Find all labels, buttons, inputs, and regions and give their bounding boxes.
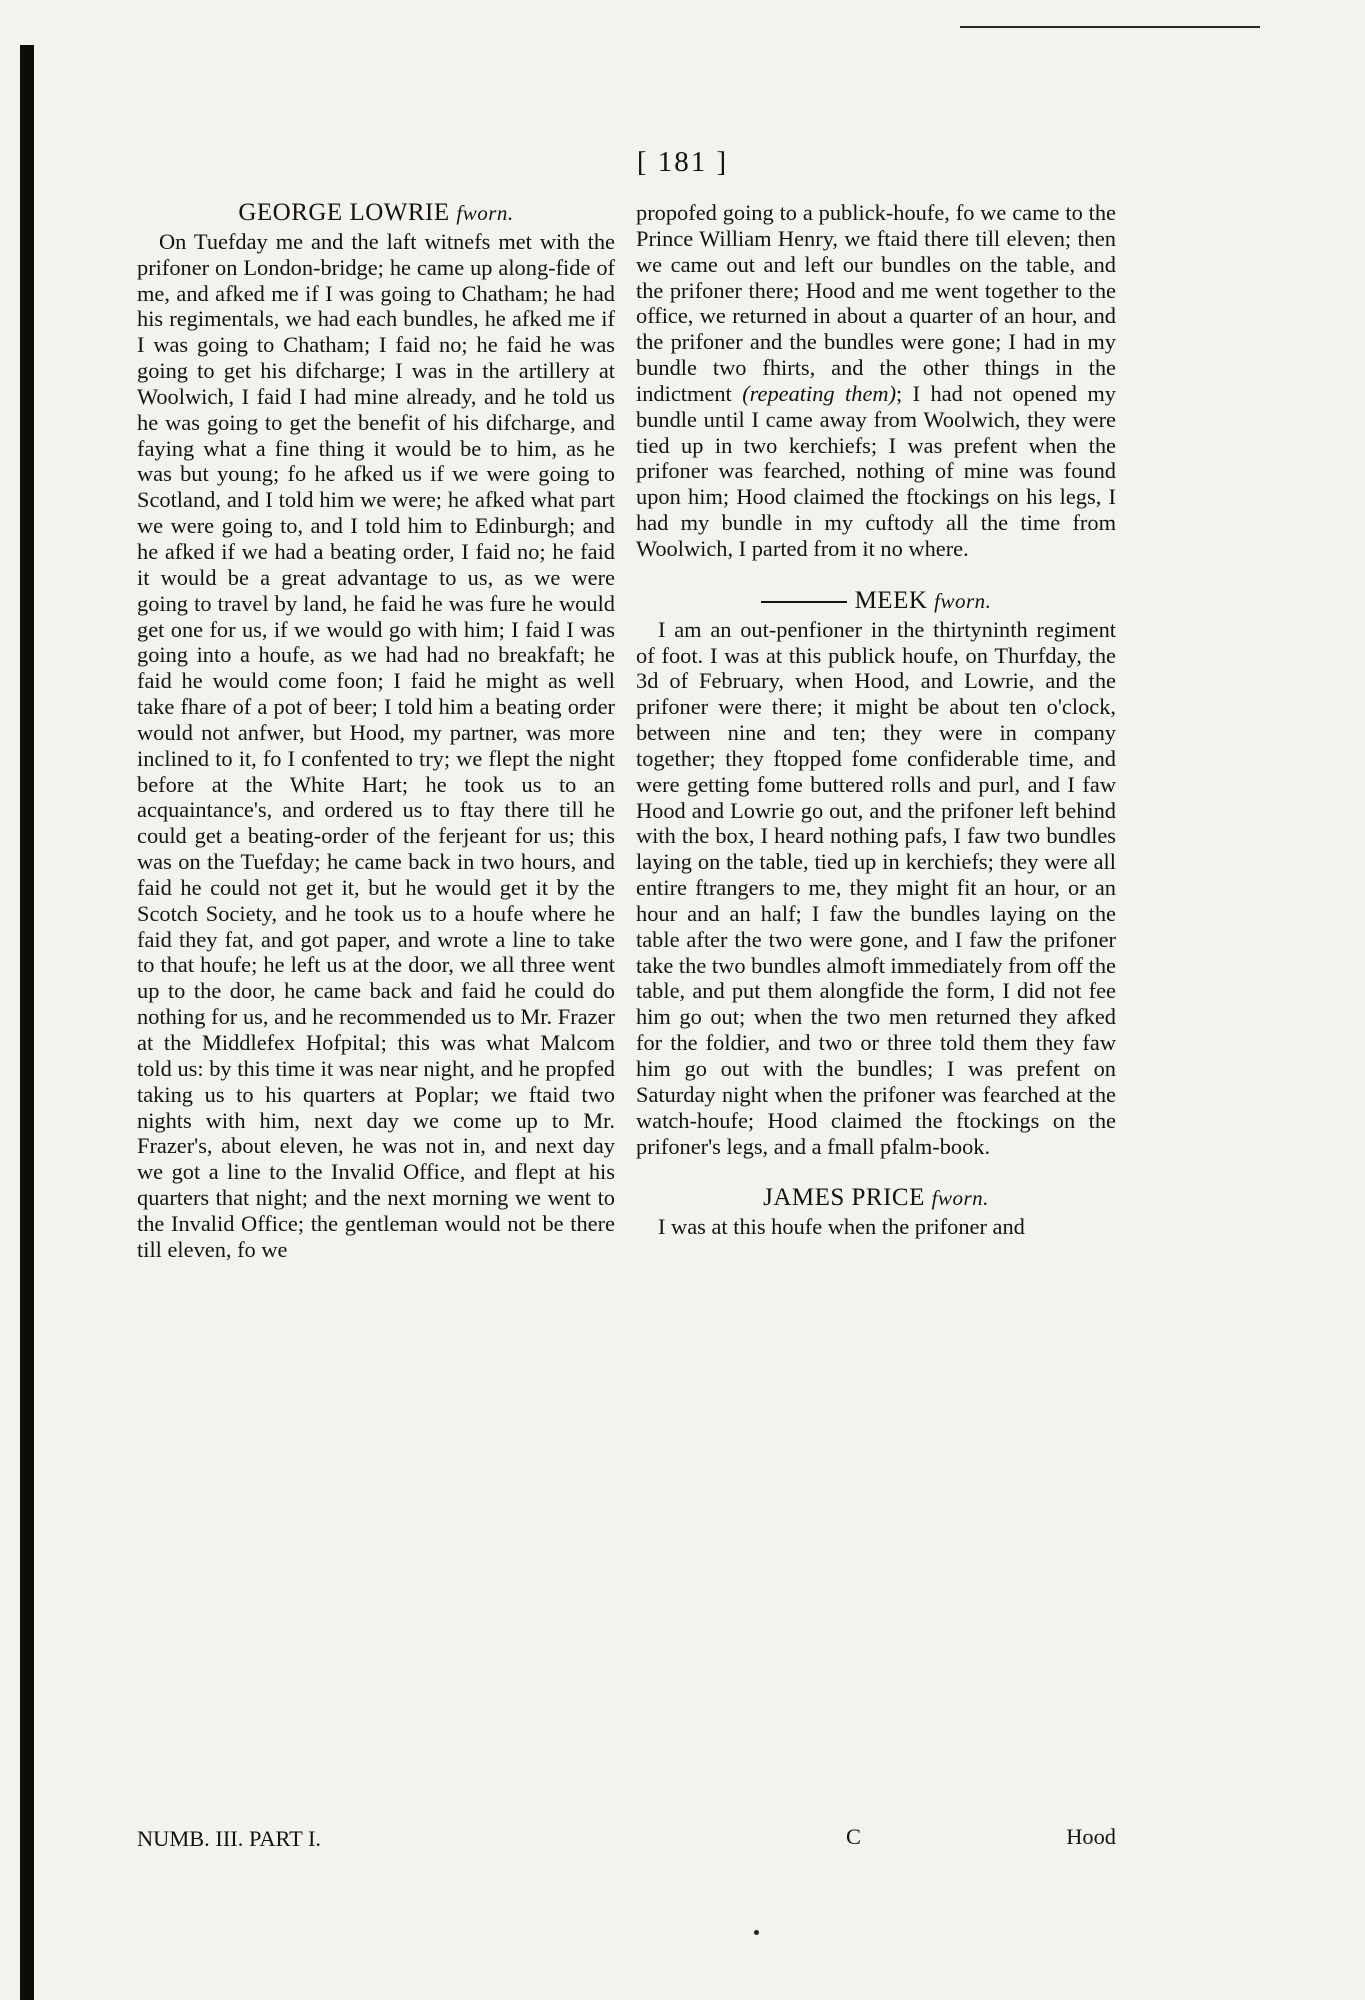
testimony-paragraph: I was at this houfe when the prifoner and <box>658 1214 1025 1240</box>
catchword: Hood <box>1066 1824 1116 1849</box>
name-dash <box>761 601 847 603</box>
testimony-paragraph: I am an out-penfioner in the thirtyninth regiment of foot. I was at this publick houfe, on Thurfday, the 3d of February, when Hood, and Lowrie, and the prifoner were there; it might be about ten o'clock, between nine and ten; they were in company together; they ftopped fome confiderable time, and were getting fome buttered rolls and purl, and I faw Hood and Lowrie go out, and the prifoner left behind with the box, I heard nothing pafs, I faw two bundles laying on the table, tied up in kerchiefs; they were all entire ftrangers to me, they might fit an hour, or an hour and an half; I faw the bundles laying on the table after the two were gone, and I faw the prifoner take the two bundles almoft immediately from off the table, and put them alongfide the form, I did not fee him go out; when the two men returned they afked for the foldier, and two or three told them they faw him go out with the bundles; I was prefent on Saturday night when the prifoner was fearched at the watch-houfe; Hood claimed the ftockings on the prifoner's legs, and a fmall pfalm-book. <box>636 616 1116 1159</box>
page-foot-right <box>636 1824 1116 1850</box>
testimony-paragraph: On Tuefday me and the laft witnefs met with the prifoner on London-bridge; he came up along-fide of me, and afked me if I was going to Chatham; he had his regimentals, we had each bundles, he afked me if I was going to Chatham; I faid no; he faid he was going to get his difcharge; I was in the artillery at Woolwich, I faid I had mine already, and he told us he was going to get the benefit of his difcharge, and faying what a fine thing it would be to him, as he was but young; fo he afked us if we were going to Scotland, and I told him we were; he afked what part we were going to, and I told him to Edinburgh; and he afked if we had a beating order, I faid no; he faid it would be a great advantage to us, as we were going to travel by land, he faid he was fure he would get one for us, if we would go with him; I faid I was going into a houfe, as we had had no breakfaft; he faid he would come foon; I faid he might as well take fhare of a pot of beer; I told him a beating order would not anfwer, but Hood, my partner, was more inclined to it, fo I confented to try; we flept the night before at the White Hart; he took us to an acquaintance's, and ordered us to ftay there till he could get a beating-order of the ferjeant for us; this was on the Tuefday; he came back in two hours, and faid he could not get it, but he would get it by the Scotch Society, and he took us to a houfe where he faid they fat, and got paper, and wrote a line to take to that houfe; he left us at the door, we all three went up to the door, he came back and faid he could do nothing for us, and he recommended us to Mr. Frazer at the Middlefex Hofpital; this was what Malcom told us: by this time it was near night, and he propfed taking us to his quarters at Poplar; we ftaid two nights with him, next day we come up to Mr. Frazer's, about eleven, he was not in, and next day we got a line to the Invalid Office, and flept at his quarters that night; and the next morning we went to the Invalid Office; the gentleman would not be there till eleven, fo we <box>137 228 615 1262</box>
witness-heading-meek <box>636 588 1116 615</box>
sworn-label: fworn. <box>934 588 992 613</box>
witness-heading-lowrie <box>137 200 615 227</box>
witness-name: JAMES PRICE <box>763 1184 925 1212</box>
left-column <box>137 200 615 1263</box>
signature-mark: C <box>846 1824 861 1849</box>
continuation-end: ; I had not opened my bundle until I came away from Woolwich, they were tied up in two kerchiefs; I was prefent when the prifoner was fearched, nothing of mine was found upon him; Hood claimed the ftockings on his legs, I had my bundle in my cuftody all the time from Woolwich, I parted from it no where. <box>636 380 1117 561</box>
top-rule-line <box>960 26 1260 28</box>
witness-name: GEORGE LOWRIE <box>238 199 450 226</box>
section-gap <box>636 562 1116 588</box>
page-number: [ 181 ] <box>636 146 729 178</box>
right-column <box>636 200 1116 1240</box>
witness-name: MEEK <box>854 586 928 614</box>
issue-footer: NUMB. III. PART I. <box>137 1826 322 1851</box>
ink-speck <box>754 1930 759 1935</box>
continuation-italic: (repeating them) <box>742 380 897 406</box>
scan-edge-shadow <box>20 45 34 2000</box>
section-gap <box>636 1159 1116 1185</box>
witness-heading-price <box>636 1185 1116 1212</box>
sworn-label: fworn. <box>931 1186 989 1211</box>
testimony-continuation <box>636 200 1116 562</box>
sworn-label: fworn. <box>456 201 514 225</box>
continuation-text: propofed going to a publick-houfe, fo we came to the Prince William Henry, we ftaid there till eleven; then we came out and left our bundles on the table, and the prifoner there; Hood and me went together to the office, we returned in about a quarter of an hour, and the prifoner and the bundles were gone; I had in my bundle two fhirts, and the other things in the indictment <box>636 200 1116 406</box>
